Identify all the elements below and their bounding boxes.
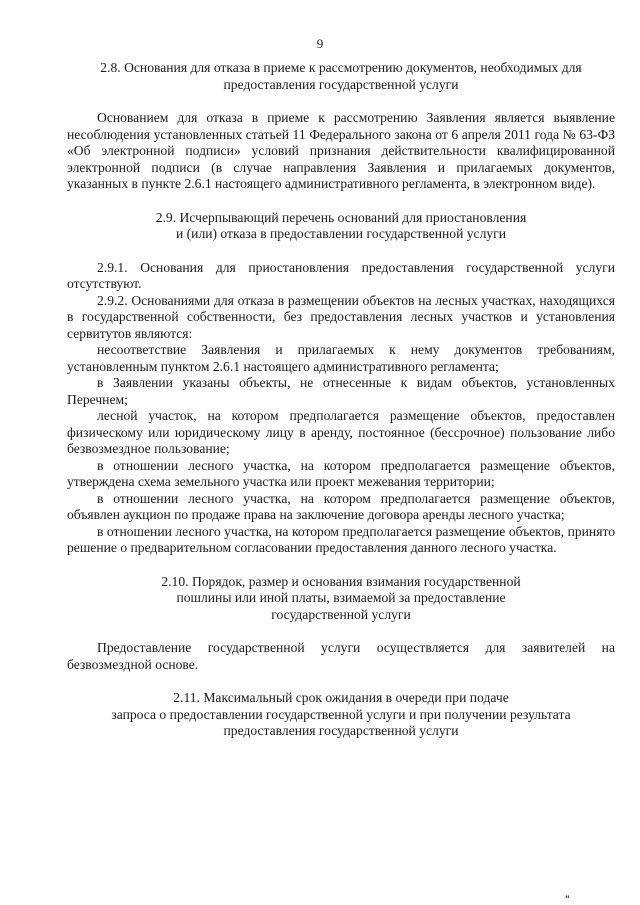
- paragraph: 2.9.1. Основания для приостановления предоставления государственной услуги отсутствуют.: [67, 259, 615, 291]
- list-item: в Заявлении указаны объекты, не отнесенные к видам объектов, установленных Перечнем;: [67, 375, 615, 407]
- section-heading-2-10: [67, 574, 615, 624]
- heading-line: 2.8. Основания для отказа в приеме к рассмотрению документов, необходимых для: [100, 60, 582, 75]
- list-item: несоответствие Заявления и прилагаемых к нему документов требованиям, установленным пунктом 2.6.1 настоящего административного регламента;: [67, 342, 615, 374]
- list-item: в отношении лесного участка, на котором предполагается размещение объектов, принято решение о предварительном согласовании предоставления данного лесного участка.: [67, 523, 615, 555]
- paragraph: Предоставление государственной услуги осуществляется для заявителей на безвозмездной основе.: [67, 640, 615, 672]
- paragraph: Основанием для отказа в приеме к рассмотрению Заявления является выявление несоблюдения установленных статьей 11 Федерального закона от 6 апреля 2011 года № 63-ФЗ «Об электронной подписи» условий признания действительности квалифицированной электронной подписи (в случае направления Заявления и прилагаемых документов, указанных в пункте 2.6.1 настоящего административного регламента, в электронном виде).: [67, 110, 615, 191]
- section-heading-2-8: [67, 60, 615, 93]
- heading-line: пошлины или иной платы, взимаемой за предоставление: [176, 590, 506, 605]
- heading-line: и (или) отказа в предоставлении государственной услуги: [175, 226, 507, 241]
- paragraph: 2.9.2. Основаниями для отказа в размещении объектов на лесных участках, находящихся в государственной собственности, без предоставления лесных участков и установления сервитутов являются:: [67, 292, 615, 341]
- heading-line: предоставления государственной услуги: [223, 723, 459, 738]
- heading-line: запроса о предоставлении государственной услуги и при получении результата: [111, 706, 571, 722]
- heading-line: 2.11. Максимальный срок ожидания в очереди при подаче: [173, 690, 509, 705]
- heading-line: 2.9. Исчерпывающий перечень оснований для приостановления: [155, 209, 527, 225]
- page-number: 9: [316, 36, 324, 51]
- list-item: в отношении лесного участка, на котором предполагается размещение объектов, утверждена схема земельного участка или проект межевания территории;: [67, 457, 615, 489]
- list-item: в отношении лесного участка, на котором предполагается размещение объектов, объявлен аукцион по продаже права на заключение договора аренды лесного участка;: [67, 490, 615, 522]
- document-body: [67, 60, 615, 740]
- heading-line: государственной услуги: [271, 606, 411, 622]
- heading-line: предоставления государственной услуги: [223, 76, 459, 92]
- section-heading-2-9: [67, 210, 615, 243]
- list-item: лесной участок, на котором предполагается размещение объектов, предоставлен физическому или юридическому лицу в аренду, постоянное (бессрочное) пользование либо безвозмездное пользование;: [67, 408, 615, 456]
- heading-line: 2.10. Порядок, размер и основания взимания государственной: [161, 573, 521, 589]
- footer-mark: ": [565, 895, 570, 905]
- section-heading-2-11: [67, 690, 615, 740]
